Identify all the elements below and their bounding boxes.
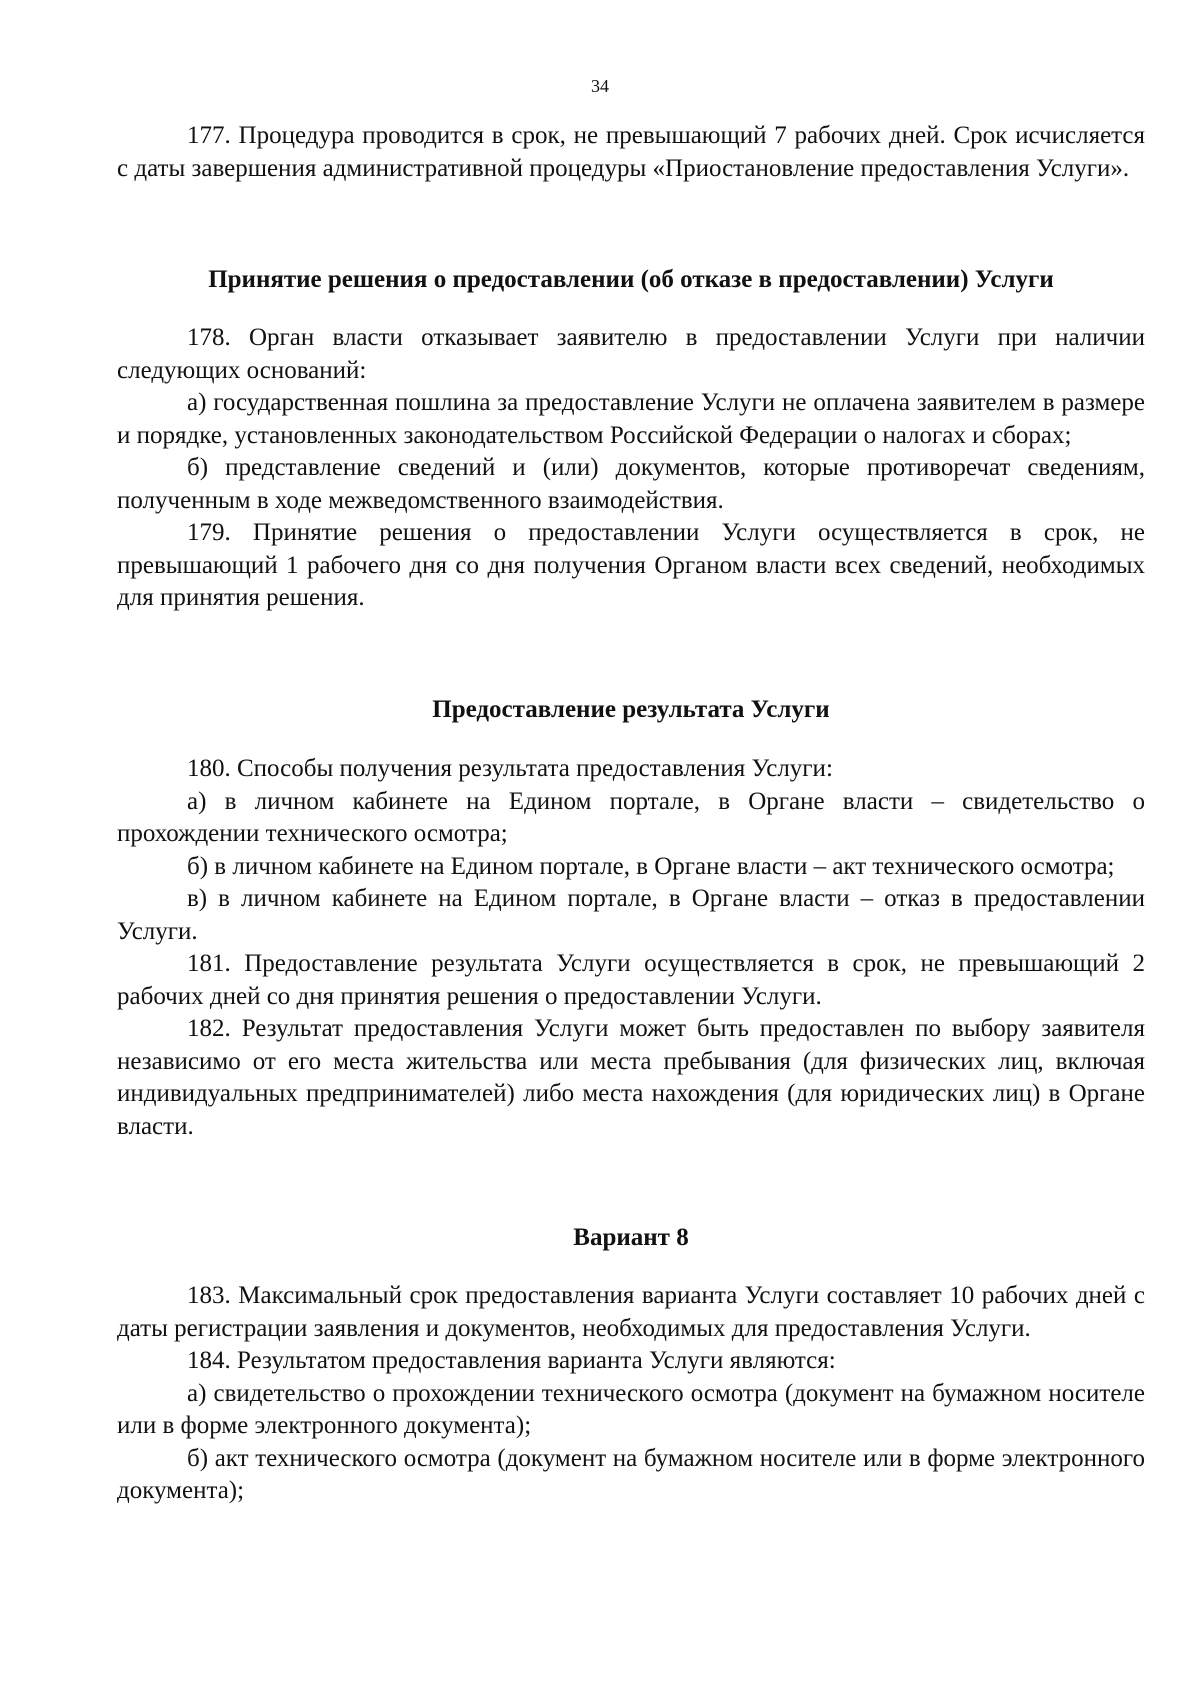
section-heading: Принятие решения о предоставлении (об отказе в предоставлении) Услуги <box>208 266 1054 293</box>
paragraph-180c: в) в личном кабинете на Едином портале, в Органе власти – отказ в предоставлении Услуги. <box>117 885 1145 945</box>
heading-variant-8 <box>117 1222 1145 1255</box>
paragraph-181: 181. Предоставление результата Услуги осуществляется в срок, не превышающий 2 рабочих дней со дня принятия решения о предоставлении Услуги. <box>117 950 1145 1010</box>
section-183-184 <box>117 1280 1145 1508</box>
paragraph-183: 183. Максимальный срок предоставления варианта Услуги составляет 10 рабочих дней с даты регистрации заявления и документов, необходимых для предоставления Услуги. <box>117 1282 1145 1342</box>
paragraph-178a: а) государственная пошлина за предоставление Услуги не оплачена заявителем в размере и порядке, установленных законодательством Российской Федерации о налогах и сборах; <box>117 389 1145 449</box>
paragraph-180b: б) в личном кабинете на Едином портале, в Органе власти – акт технического осмотра; <box>187 852 1115 880</box>
paragraph-180a: а) в личном кабинете на Едином портале, в Органе власти – свидетельство о прохождении технического осмотра; <box>117 787 1145 847</box>
section-heading: Вариант 8 <box>573 1224 689 1251</box>
section-178-179 <box>117 322 1145 615</box>
paragraph-177: 177. Процедура проводится в срок, не превышающий 7 рабочих дней. Срок исчисляется с даты завершения административной процедуры «Приостановление предоставления Услуги». <box>117 122 1145 182</box>
paragraph-184a: а) свидетельство о прохождении технического осмотра (документ на бумажном носителе или в форме электронного документа); <box>117 1379 1145 1439</box>
paragraph-184: 184. Результатом предоставления варианта Услуги являются: <box>187 1347 836 1374</box>
page-number: 34 <box>591 76 609 96</box>
paragraph-182: 182. Результат предоставления Услуги может быть предоставлен по выбору заявителя независимо от его места жительства или места пребывания (для физических лиц, включая индивидуальных предпринимателей) либо места нахождения (для юридических лиц) в Органе власти. <box>117 1015 1145 1140</box>
heading-result <box>117 694 1145 727</box>
paragraph-180: 180. Способы получения результата предоставления Услуги: <box>187 755 833 782</box>
heading-decision <box>117 264 1145 297</box>
section-heading: Предоставление результата Услуги <box>432 696 830 723</box>
section-180-182 <box>117 753 1145 1143</box>
paragraph-178b: б) представление сведений и (или) документов, которые противоречат сведениям, полученным в ходе межведомственного взаимодействия. <box>117 454 1145 514</box>
section-177 <box>117 120 1145 185</box>
paragraph-184b: б) акт технического осмотра (документ на бумажном носителе или в форме электронного документа); <box>117 1444 1145 1504</box>
paragraph-178: 178. Орган власти отказывает заявителю в предоставлении Услуги при наличии следующих оснований: <box>117 324 1145 384</box>
paragraph-179: 179. Принятие решения о предоставлении Услуги осуществляется в срок, не превышающий 1 рабочего дня со дня получения Органом власти всех сведений, необходимых для принятия решения. <box>117 519 1145 611</box>
